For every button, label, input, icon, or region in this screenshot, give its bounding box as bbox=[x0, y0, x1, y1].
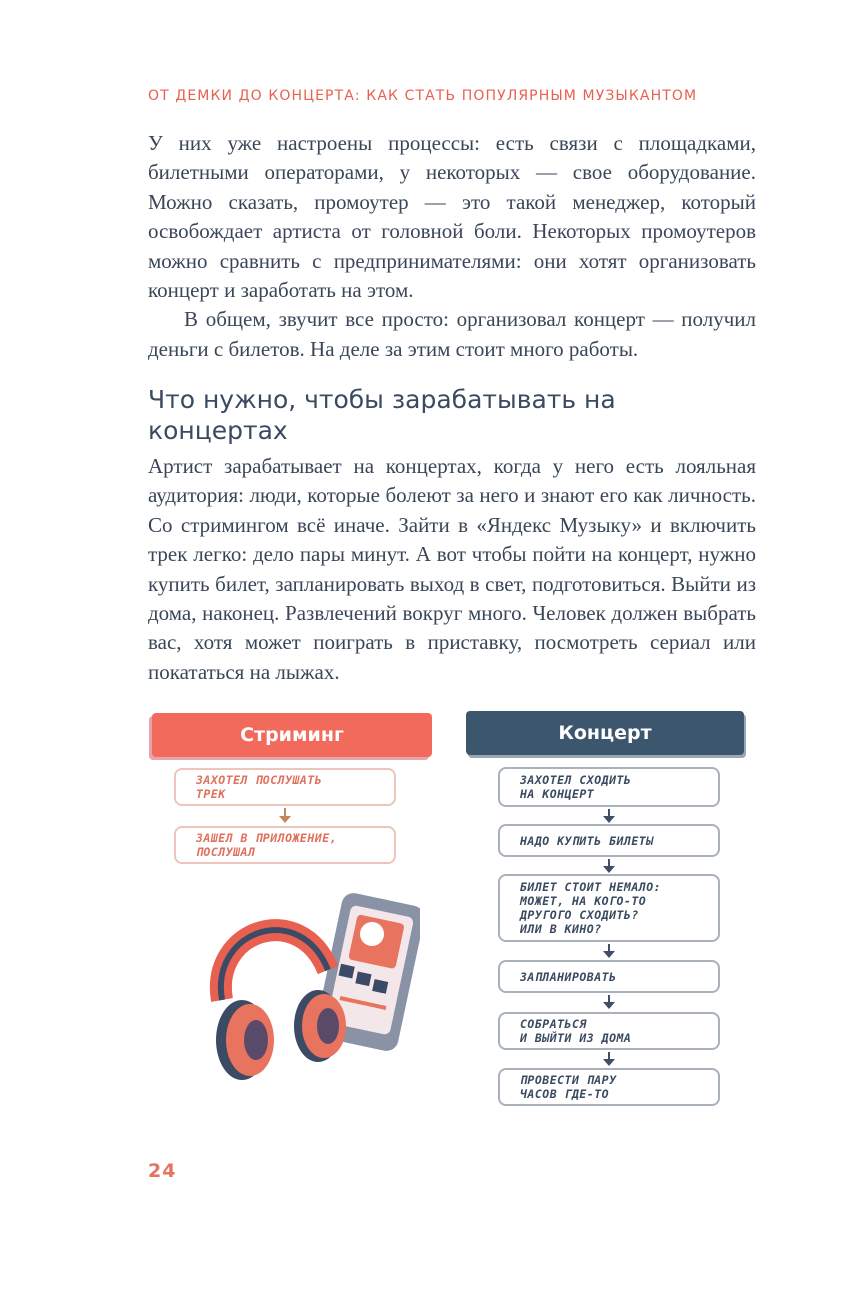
paragraph-promoter: У них уже настроены процессы: есть связи с площадками, билетными операторами, у некоторых — свое оборудование. Можно сказать, промоутер — это такой менеджер, который освобождает артиста от головной боли. Некоторых промоутеров можно сравнить с предпринимателями: они хотят организовать концерт и заработать на этом. bbox=[148, 131, 756, 303]
headphones-icon bbox=[216, 930, 346, 1080]
streaming-step-2: ЗАШЕЛ В ПРИЛОЖЕНИЕ, ПОСЛУШАЛ bbox=[174, 826, 396, 864]
concert-step-6: ПРОВЕСТИ ПАРУ ЧАСОВ ГДЕ-ТО bbox=[498, 1068, 720, 1106]
top-text-block bbox=[148, 129, 756, 364]
streaming-arrow bbox=[284, 808, 286, 817]
concert-step-4: ЗАПЛАНИРОВАТЬ bbox=[498, 960, 720, 993]
page-number: 24 bbox=[148, 1160, 177, 1182]
paragraph-concerts: Артист зарабатывает на концертах, когда у него есть лояльная аудитория: люди, которые болеют за него и знают его как личность. Со стримингом всё иначе. Зайти в «Яндекс Музыку» и включить трек легко: дело пары минут. А вот чтобы пойти на концерт, нужно купить билет, запланировать выход в свет, подготовиться. Выйти из дома, наконец. Развлечений вокруг много. Человек должен выбрать вас, хотя может поиграть в приставку, посмотреть сериал или покататься на лыжах. bbox=[148, 454, 756, 684]
concert-arrow-4 bbox=[608, 995, 610, 1003]
paragraph-summary: В общем, звучит все просто: организовал концерт — получил деньги с билетов. На деле за этим стоит много работы. bbox=[148, 307, 756, 361]
running-head: ОТ ДЕМКИ ДО КОНЦЕРТА: КАК СТАТЬ ПОПУЛЯРНЫМ МУЗЫКАНТОМ bbox=[148, 88, 698, 104]
section-heading: Что нужно, чтобы зарабатывать на концертах bbox=[148, 385, 616, 445]
concert-header: Концерт bbox=[466, 711, 744, 755]
concert-arrow-5 bbox=[608, 1052, 610, 1060]
concert-arrow-2 bbox=[608, 859, 610, 867]
section-text-block bbox=[148, 452, 756, 687]
concert-step-1: ЗАХОТЕЛ СХОДИТЬ НА КОНЦЕРТ bbox=[498, 767, 720, 807]
streaming-step-1: ЗАХОТЕЛ ПОСЛУШАТЬ ТРЕК bbox=[174, 768, 396, 806]
concert-step-3: БИЛЕТ СТОИТ НЕМАЛО: МОЖЕТ, НА КОГО-ТО ДРУГОГО СХОДИТЬ? ИЛИ В КИНО? bbox=[498, 874, 720, 942]
concert-arrow-1 bbox=[608, 809, 610, 817]
concert-arrow-3 bbox=[608, 944, 610, 952]
concert-step-2: НАДО КУПИТЬ БИЛЕТЫ bbox=[498, 824, 720, 857]
concert-step-5: СОБРАТЬСЯ И ВЫЙТИ ИЗ ДОМА bbox=[498, 1012, 720, 1050]
headphones-phone-illustration bbox=[200, 890, 420, 1090]
streaming-header: Стриминг bbox=[152, 713, 432, 757]
